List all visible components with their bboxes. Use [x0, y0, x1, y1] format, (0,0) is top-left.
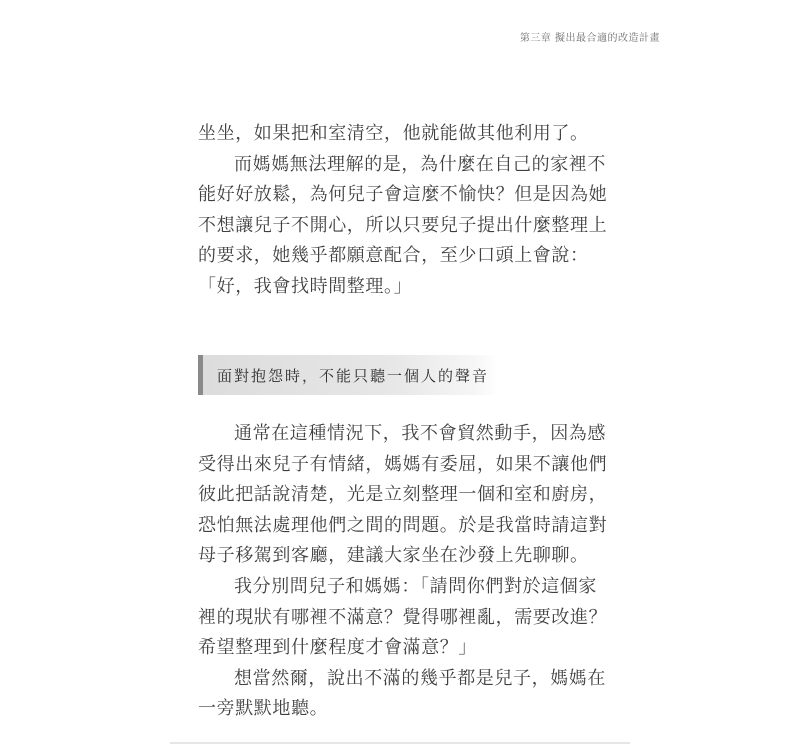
paragraph: 通常在這種情況下，我不會貿然動手，因為感受得出來兒子有情緒，媽媽有委屈，如果不讓他們彼此把話說清楚，光是立刻整理一個和室和廚房，恐怕無法處理他們之間的問題。於是我當時請這對母子移駕到客廳，建議大家坐在沙發上先聊聊。 — [198, 423, 608, 567]
body-text-bottom — [198, 419, 608, 725]
paragraph: 我分別問兒子和媽媽：「請問你們對於這個家裡的現狀有哪裡不滿意？覺得哪裡亂，需要改進？希望整理到什麼程度才會滿意？」 — [198, 575, 608, 659]
running-header: 第三章 擬出最合適的改造計畫 — [519, 33, 660, 44]
section-heading — [198, 355, 498, 395]
body-text-top — [198, 119, 608, 303]
section-heading-text: 面對抱怨時，不能只聽一個人的聲音 — [217, 367, 490, 385]
paragraph: 而媽媽無法理解的是，為什麼在自己的家裡不能好好放鬆，為何兒子會這麼不愉快？但是因為她不想讓兒子不開心，所以只要兒子提出什麼整理上的要求，她幾乎都願意配合，至少口頭上會說：「好，我會找時間整理。」 — [198, 153, 608, 297]
paragraph: 想當然爾，說出不滿的幾乎都是兒子，媽媽在一旁默默地聽。 — [198, 667, 606, 720]
paragraph-continuation: 坐坐，如果把和室清空，他就能做其他利用了。 — [198, 123, 589, 144]
